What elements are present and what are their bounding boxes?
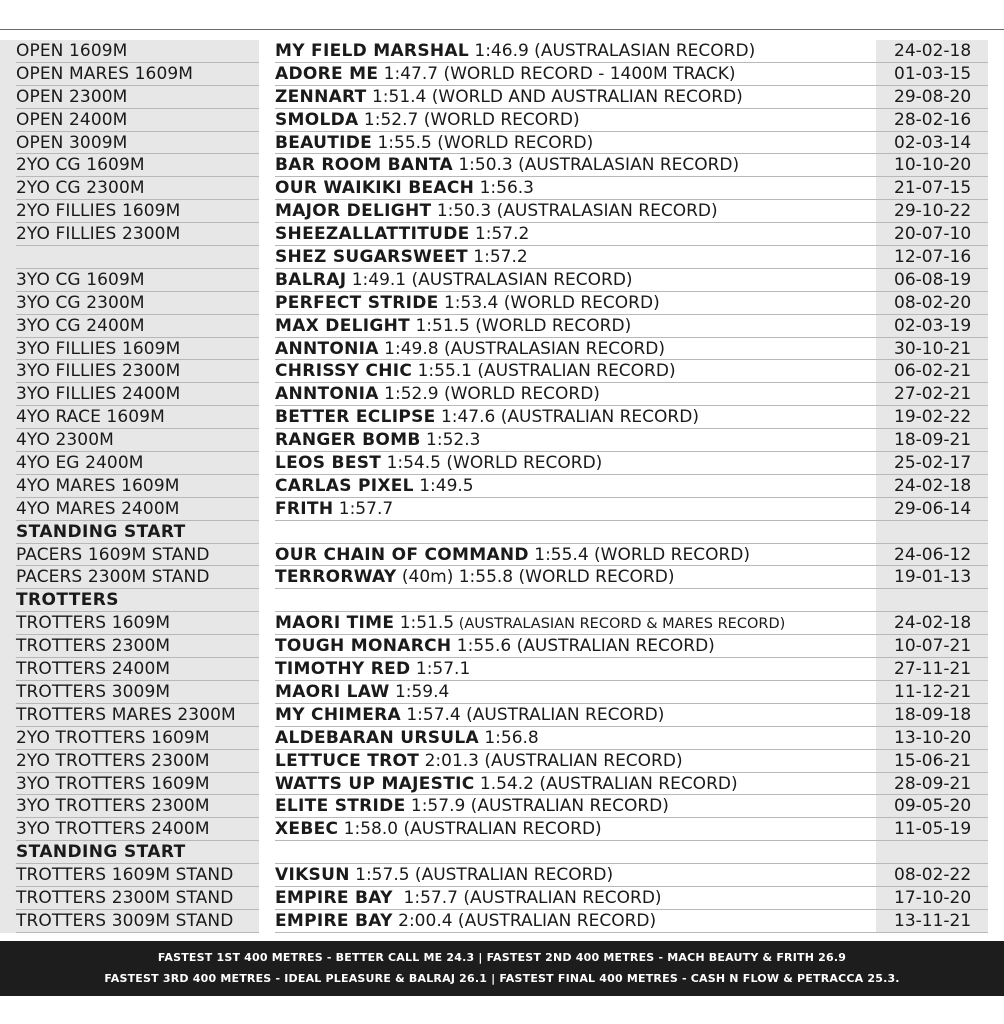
horse-name: XEBEC bbox=[275, 819, 339, 840]
row-divider bbox=[275, 932, 876, 933]
record-time: 1:56.3 bbox=[474, 178, 534, 199]
record-row bbox=[0, 795, 1004, 818]
date-cell: 01-03-15 bbox=[876, 63, 988, 86]
category-cell: TROTTERS 1609M STAND bbox=[0, 864, 259, 887]
date-cell: 25-02-17 bbox=[876, 452, 988, 475]
horse-name: LETTUCE TROT bbox=[275, 750, 420, 771]
section-heading bbox=[0, 521, 259, 544]
record-time: 1:57.4 (AUSTRALIAN RECORD) bbox=[400, 704, 665, 725]
category-cell: 2YO TROTTERS 1609M bbox=[0, 727, 259, 750]
record-cell bbox=[259, 429, 876, 452]
row-divider bbox=[876, 932, 988, 933]
record-cell-empty bbox=[259, 521, 876, 544]
category-cell: 3YO CG 2400M bbox=[0, 315, 259, 338]
category-cell: TROTTERS 2300M bbox=[0, 635, 259, 658]
record-row bbox=[0, 498, 1004, 521]
date-cell: 10-10-20 bbox=[876, 154, 988, 177]
record-row bbox=[0, 132, 1004, 155]
horse-name: TIMOTHY RED bbox=[275, 659, 411, 680]
record-time: 1:57.7 (AUSTRALIAN RECORD) bbox=[392, 887, 662, 908]
record-row bbox=[0, 383, 1004, 406]
category-cell: 4YO EG 2400M bbox=[0, 452, 259, 475]
record-row bbox=[0, 658, 1004, 681]
horse-name: ALDEBARAN URSULA bbox=[275, 727, 479, 748]
right-margin bbox=[988, 727, 1004, 750]
record-row bbox=[0, 360, 1004, 383]
record-cell bbox=[259, 612, 876, 635]
record-cell bbox=[259, 177, 876, 200]
date-cell: 12-07-16 bbox=[876, 246, 988, 269]
category-cell: PACERS 2300M STAND bbox=[0, 566, 259, 589]
horse-name: SMOLDA bbox=[275, 109, 359, 130]
category-cell: TROTTERS MARES 2300M bbox=[0, 704, 259, 727]
record-cell bbox=[259, 40, 876, 63]
record-row bbox=[0, 864, 1004, 887]
date-cell: 15-06-21 bbox=[876, 750, 988, 773]
record-time: 1:51.4 (WORLD AND AUSTRALIAN RECORD) bbox=[366, 86, 743, 107]
horse-name: MAJOR DELIGHT bbox=[275, 201, 432, 222]
record-cell bbox=[259, 269, 876, 292]
record-cell bbox=[259, 887, 876, 910]
date-cell: 13-10-20 bbox=[876, 727, 988, 750]
record-time: 1.54.2 (AUSTRALIAN RECORD) bbox=[474, 773, 738, 794]
right-margin bbox=[988, 750, 1004, 773]
category-cell: 3YO CG 1609M bbox=[0, 269, 259, 292]
record-row bbox=[0, 315, 1004, 338]
record-cell bbox=[259, 223, 876, 246]
horse-name: SHEZ SUGARSWEET bbox=[275, 247, 468, 268]
date-cell: 27-11-21 bbox=[876, 658, 988, 681]
record-time: 1:52.7 (WORLD RECORD) bbox=[358, 109, 580, 130]
date-cell: 21-07-15 bbox=[876, 177, 988, 200]
date-cell: 11-12-21 bbox=[876, 681, 988, 704]
date-cell: 24-02-18 bbox=[876, 40, 988, 63]
category-cell: OPEN MARES 1609M bbox=[0, 63, 259, 86]
right-margin bbox=[988, 315, 1004, 338]
category-cell: OPEN 2300M bbox=[0, 86, 259, 109]
date-cell: 02-03-14 bbox=[876, 132, 988, 155]
record-row bbox=[0, 750, 1004, 773]
record-cell bbox=[259, 154, 876, 177]
footer-banner bbox=[0, 941, 1004, 996]
horse-name: BEAUTIDE bbox=[275, 132, 373, 153]
record-time: 1:55.6 (AUSTRALIAN RECORD) bbox=[451, 636, 715, 657]
horse-name: TERRORWAY bbox=[275, 567, 397, 588]
record-cell bbox=[259, 566, 876, 589]
footer-line-1: FASTEST 1ST 400 METRES - BETTER CALL ME 24.3 | FASTEST 2ND 400 METRES - MACH BEAUTY & FRITH 26.9 bbox=[157, 951, 847, 964]
right-margin bbox=[988, 452, 1004, 475]
record-cell bbox=[259, 727, 876, 750]
record-time: 1:57.2 bbox=[469, 224, 530, 245]
right-margin bbox=[988, 246, 1004, 269]
horse-name: OUR WAIKIKI BEACH bbox=[275, 178, 475, 199]
horse-name: FRITH bbox=[275, 498, 334, 519]
category-cell bbox=[0, 246, 259, 269]
record-row bbox=[0, 612, 1004, 635]
record-time: 1:47.6 (AUSTRALIAN RECORD) bbox=[435, 407, 699, 428]
horse-name: CARLAS PIXEL bbox=[275, 475, 414, 496]
date-cell: 24-06-12 bbox=[876, 544, 988, 567]
horse-name: CHRISSY CHIC bbox=[275, 361, 413, 382]
date-cell: 18-09-18 bbox=[876, 704, 988, 727]
record-row bbox=[0, 887, 1004, 910]
category-cell: TROTTERS 2300M STAND bbox=[0, 887, 259, 910]
category-cell: 2YO FILLIES 2300M bbox=[0, 223, 259, 246]
record-time: 1:58.0 (AUSTRALIAN RECORD) bbox=[338, 819, 602, 840]
date-cell: 29-10-22 bbox=[876, 200, 988, 223]
category-cell: TROTTERS 3009M bbox=[0, 681, 259, 704]
record-time: 1:55.5 (WORLD RECORD) bbox=[372, 132, 594, 153]
date-cell-empty bbox=[876, 589, 988, 612]
date-cell: 19-01-13 bbox=[876, 566, 988, 589]
date-cell: 19-02-22 bbox=[876, 406, 988, 429]
right-margin bbox=[988, 360, 1004, 383]
date-cell: 29-06-14 bbox=[876, 498, 988, 521]
record-cell bbox=[259, 864, 876, 887]
record-cell bbox=[259, 635, 876, 658]
right-margin bbox=[988, 635, 1004, 658]
record-cell-empty bbox=[259, 841, 876, 864]
record-time: 1:49.1 (AUSTRALASIAN RECORD) bbox=[346, 269, 633, 290]
date-cell: 27-02-21 bbox=[876, 383, 988, 406]
category-cell: 4YO MARES 1609M bbox=[0, 475, 259, 498]
right-margin bbox=[988, 887, 1004, 910]
record-cell bbox=[259, 773, 876, 796]
record-row bbox=[0, 544, 1004, 567]
section-heading-text: TROTTERS bbox=[16, 590, 119, 611]
date-cell: 08-02-22 bbox=[876, 864, 988, 887]
category-cell: 2YO FILLIES 1609M bbox=[0, 200, 259, 223]
horse-name: BALRAJ bbox=[275, 269, 347, 290]
record-row bbox=[0, 635, 1004, 658]
right-margin bbox=[988, 704, 1004, 727]
category-cell: 3YO FILLIES 2400M bbox=[0, 383, 259, 406]
record-cell-empty bbox=[259, 589, 876, 612]
record-cell bbox=[259, 795, 876, 818]
record-row bbox=[0, 429, 1004, 452]
record-row bbox=[0, 727, 1004, 750]
date-cell: 13-11-21 bbox=[876, 910, 988, 933]
record-row bbox=[0, 292, 1004, 315]
record-time: 1:52.9 (WORLD RECORD) bbox=[378, 384, 600, 405]
record-time: 1:51.5 (WORLD RECORD) bbox=[410, 315, 632, 336]
horse-name: BETTER ECLIPSE bbox=[275, 407, 436, 428]
record-time: 1:49.8 (AUSTRALASIAN RECORD) bbox=[378, 338, 666, 359]
category-cell: 2YO CG 1609M bbox=[0, 154, 259, 177]
horse-name: WATTS UP MAJESTIC bbox=[275, 773, 475, 794]
right-margin bbox=[988, 818, 1004, 841]
section-heading-row bbox=[0, 841, 1004, 864]
record-cell bbox=[259, 86, 876, 109]
row-divider bbox=[16, 932, 259, 933]
horse-name: MY FIELD MARSHAL bbox=[275, 41, 469, 61]
horse-name: MAORI TIME bbox=[275, 613, 395, 634]
right-margin bbox=[988, 864, 1004, 887]
right-margin bbox=[988, 383, 1004, 406]
record-time: 1:49.5 bbox=[413, 475, 474, 496]
record-cell bbox=[259, 406, 876, 429]
right-margin bbox=[988, 132, 1004, 155]
record-row bbox=[0, 452, 1004, 475]
footer-line-2: FASTEST 3RD 400 METRES - IDEAL PLEASURE & BALRAJ 26.1 | FASTEST FINAL 400 METRES - CASH N FLOW & PETRACCA 25.3. bbox=[104, 972, 900, 985]
date-cell-empty bbox=[876, 841, 988, 864]
date-cell: 28-02-16 bbox=[876, 109, 988, 132]
right-margin bbox=[988, 841, 1004, 864]
right-margin bbox=[988, 406, 1004, 429]
right-margin bbox=[988, 429, 1004, 452]
category-cell: TROTTERS 3009M STAND bbox=[0, 910, 259, 933]
category-cell: 3YO FILLIES 2300M bbox=[0, 360, 259, 383]
record-cell bbox=[259, 750, 876, 773]
category-cell: OPEN 1609M bbox=[0, 40, 259, 63]
date-cell: 24-02-18 bbox=[876, 475, 988, 498]
record-row bbox=[0, 704, 1004, 727]
record-cell bbox=[259, 109, 876, 132]
horse-name: LEOS BEST bbox=[275, 453, 382, 474]
record-row bbox=[0, 681, 1004, 704]
record-row bbox=[0, 40, 1004, 63]
right-margin bbox=[988, 658, 1004, 681]
right-margin bbox=[988, 910, 1004, 933]
record-cell bbox=[259, 658, 876, 681]
horse-name: PERFECT STRIDE bbox=[275, 292, 439, 313]
date-cell-empty bbox=[876, 521, 988, 544]
record-row bbox=[0, 818, 1004, 841]
right-margin bbox=[988, 292, 1004, 315]
date-cell: 06-02-21 bbox=[876, 360, 988, 383]
right-margin bbox=[988, 566, 1004, 589]
record-row bbox=[0, 63, 1004, 86]
date-cell: 30-10-21 bbox=[876, 338, 988, 361]
record-row bbox=[0, 109, 1004, 132]
category-cell: TROTTERS 1609M bbox=[0, 612, 259, 635]
category-cell: 3YO TROTTERS 2400M bbox=[0, 818, 259, 841]
record-time: 1:55.1 (AUSTRALIAN RECORD) bbox=[412, 361, 676, 382]
record-cell bbox=[259, 704, 876, 727]
date-cell: 17-10-20 bbox=[876, 887, 988, 910]
category-cell: OPEN 3009M bbox=[0, 132, 259, 155]
record-cell bbox=[259, 452, 876, 475]
record-cell bbox=[259, 681, 876, 704]
category-cell: OPEN 2400M bbox=[0, 109, 259, 132]
category-cell: 2YO CG 2300M bbox=[0, 177, 259, 200]
record-cell bbox=[259, 475, 876, 498]
horse-name: ELITE STRIDE bbox=[275, 796, 406, 817]
right-margin bbox=[988, 109, 1004, 132]
record-time: 1:57.1 bbox=[410, 659, 471, 680]
horse-name: MY CHIMERA bbox=[275, 704, 401, 725]
record-time: 1:50.3 (AUSTRALASIAN RECORD) bbox=[431, 201, 718, 222]
right-margin bbox=[988, 544, 1004, 567]
horse-name: EMPIRE BAY bbox=[275, 887, 393, 908]
date-cell: 24-02-18 bbox=[876, 612, 988, 635]
record-row bbox=[0, 406, 1004, 429]
horse-name: MAX DELIGHT bbox=[275, 315, 411, 336]
date-cell: 20-07-10 bbox=[876, 223, 988, 246]
record-cell bbox=[259, 246, 876, 269]
record-time: 2:01.3 (AUSTRALIAN RECORD) bbox=[419, 750, 683, 771]
record-row bbox=[0, 223, 1004, 246]
records-table bbox=[0, 40, 1004, 933]
record-row bbox=[0, 475, 1004, 498]
record-time: 1:46.9 (AUSTRALASIAN RECORD) bbox=[468, 41, 756, 61]
record-cell bbox=[259, 132, 876, 155]
horse-name: ADORE ME bbox=[275, 63, 379, 84]
category-cell: 3YO CG 2300M bbox=[0, 292, 259, 315]
horse-name: ANNTONIA bbox=[275, 384, 379, 405]
category-cell: 3YO FILLIES 1609M bbox=[0, 338, 259, 361]
date-cell: 08-02-20 bbox=[876, 292, 988, 315]
record-cell bbox=[259, 292, 876, 315]
right-margin bbox=[988, 154, 1004, 177]
right-margin bbox=[988, 498, 1004, 521]
record-time: 1:55.4 (WORLD RECORD) bbox=[528, 544, 750, 565]
right-margin bbox=[988, 223, 1004, 246]
record-time: 1:52.3 bbox=[420, 430, 481, 451]
right-margin bbox=[988, 63, 1004, 86]
right-margin bbox=[988, 795, 1004, 818]
record-time: 1:47.7 (WORLD RECORD - 1400M TRACK) bbox=[378, 63, 736, 84]
date-cell: 10-07-21 bbox=[876, 635, 988, 658]
category-cell: 2YO TROTTERS 2300M bbox=[0, 750, 259, 773]
top-rule bbox=[0, 29, 1004, 30]
record-time: 1:57.7 bbox=[333, 498, 394, 519]
record-time: 2:00.4 (AUSTRALIAN RECORD) bbox=[392, 910, 657, 931]
record-row bbox=[0, 566, 1004, 589]
record-note: (AUSTRALASIAN RECORD & MARES RECORD) bbox=[454, 616, 786, 633]
right-margin bbox=[988, 521, 1004, 544]
record-time: 1:57.9 (AUSTRALIAN RECORD) bbox=[405, 796, 669, 817]
record-row bbox=[0, 773, 1004, 796]
record-time: 1:56.8 bbox=[478, 727, 539, 748]
right-margin bbox=[988, 40, 1004, 63]
horse-name: SHEEZALLATTITUDE bbox=[275, 224, 470, 245]
record-time: 1:54.5 (WORLD RECORD) bbox=[381, 453, 603, 474]
horse-name: ZENNART bbox=[275, 86, 367, 107]
record-cell bbox=[259, 498, 876, 521]
section-heading-row bbox=[0, 521, 1004, 544]
record-time: 1:57.2 bbox=[467, 247, 528, 268]
right-margin bbox=[988, 612, 1004, 635]
right-margin bbox=[988, 773, 1004, 796]
record-row bbox=[0, 246, 1004, 269]
right-margin bbox=[988, 589, 1004, 612]
horse-name: TOUGH MONARCH bbox=[275, 636, 452, 657]
date-cell: 28-09-21 bbox=[876, 773, 988, 796]
date-cell: 29-08-20 bbox=[876, 86, 988, 109]
record-time: 1:57.5 (AUSTRALIAN RECORD) bbox=[349, 865, 614, 886]
record-row bbox=[0, 338, 1004, 361]
record-cell bbox=[259, 338, 876, 361]
horse-name: VIKSUN bbox=[275, 865, 350, 886]
record-cell bbox=[259, 818, 876, 841]
date-cell: 18-09-21 bbox=[876, 429, 988, 452]
category-cell: PACERS 1609M STAND bbox=[0, 544, 259, 567]
record-row bbox=[0, 200, 1004, 223]
category-cell: 4YO RACE 1609M bbox=[0, 406, 259, 429]
record-cell bbox=[259, 200, 876, 223]
section-heading bbox=[0, 589, 259, 612]
record-cell bbox=[259, 383, 876, 406]
section-heading-text: STANDING START bbox=[16, 521, 186, 542]
record-row bbox=[0, 86, 1004, 109]
category-cell: 4YO MARES 2400M bbox=[0, 498, 259, 521]
right-margin bbox=[988, 269, 1004, 292]
right-margin bbox=[988, 200, 1004, 223]
record-time: 1:50.3 (AUSTRALASIAN RECORD) bbox=[452, 155, 740, 176]
horse-name: OUR CHAIN OF COMMAND bbox=[275, 544, 529, 565]
record-row bbox=[0, 269, 1004, 292]
section-heading bbox=[0, 841, 259, 864]
section-heading-row bbox=[0, 589, 1004, 612]
record-time: 1:53.4 (WORLD RECORD) bbox=[438, 292, 660, 313]
right-margin bbox=[988, 475, 1004, 498]
record-time: 1:59.4 bbox=[389, 681, 450, 702]
record-cell bbox=[259, 360, 876, 383]
date-cell: 06-08-19 bbox=[876, 269, 988, 292]
right-margin bbox=[988, 177, 1004, 200]
right-margin bbox=[988, 86, 1004, 109]
record-time: 1:51.5 bbox=[394, 613, 455, 634]
record-cell bbox=[259, 315, 876, 338]
section-heading-text: STANDING START bbox=[16, 842, 186, 863]
horse-name: RANGER BOMB bbox=[275, 430, 421, 451]
record-row bbox=[0, 177, 1004, 200]
category-cell: 3YO TROTTERS 1609M bbox=[0, 773, 259, 796]
record-row bbox=[0, 910, 1004, 933]
horse-name: MAORI LAW bbox=[275, 681, 390, 702]
record-cell bbox=[259, 63, 876, 86]
category-cell: 4YO 2300M bbox=[0, 429, 259, 452]
record-cell bbox=[259, 544, 876, 567]
date-cell: 02-03-19 bbox=[876, 315, 988, 338]
record-cell bbox=[259, 910, 876, 933]
right-margin bbox=[988, 681, 1004, 704]
category-cell: 3YO TROTTERS 2300M bbox=[0, 795, 259, 818]
date-cell: 11-05-19 bbox=[876, 818, 988, 841]
record-time: (40m) 1:55.8 (WORLD RECORD) bbox=[396, 567, 675, 588]
horse-name: EMPIRE BAY bbox=[275, 910, 393, 931]
horse-name: BAR ROOM BANTA bbox=[275, 155, 453, 176]
record-row bbox=[0, 154, 1004, 177]
category-cell: TROTTERS 2400M bbox=[0, 658, 259, 681]
date-cell: 09-05-20 bbox=[876, 795, 988, 818]
horse-name: ANNTONIA bbox=[275, 338, 379, 359]
right-margin bbox=[988, 338, 1004, 361]
